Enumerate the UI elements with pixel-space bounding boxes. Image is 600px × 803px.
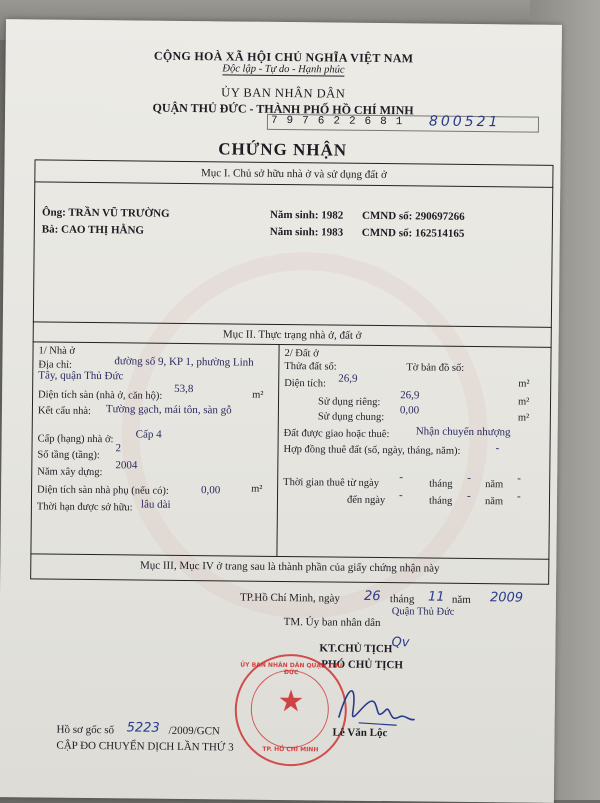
date-year: 2009	[489, 590, 524, 606]
structure-label: Kết cấu nhà:	[37, 405, 92, 417]
seal-text-bottom: TP. HỒ CHÍ MINH	[262, 745, 319, 754]
certificate-title: CHỨNG NHẬN	[218, 139, 348, 160]
lease-to-label: đến ngày	[346, 494, 386, 507]
kt-chairman: KT.CHỦ TỊCH	[319, 642, 393, 656]
republic-title: CỘNG HOÀ XÃ HỘI CHỦ NGHĨA VIỆT NAM	[153, 48, 414, 66]
contract-label: Hợp đồng thuê đất (số, ngày, tháng, năm):	[283, 444, 461, 457]
private-unit: m²	[517, 396, 530, 408]
lease-from-year: -	[517, 472, 521, 485]
area-unit: m²	[518, 378, 530, 390]
house-label: 1/ Nhà ở	[38, 345, 76, 357]
map-label: Tờ bản đồ số:	[406, 362, 465, 374]
date-day: 26	[363, 588, 381, 605]
date-prefix: TP.Hồ Chí Minh, ngày	[239, 591, 340, 605]
section3-note: Mục III, Mục IV ở trang sau là thành phần của giấy chứng nhận này	[139, 559, 440, 575]
lease-to-year: -	[516, 490, 521, 503]
file-suffix: /2009/GCN	[168, 724, 220, 738]
aux-area-unit: m²	[251, 483, 263, 495]
plot-label: Thửa đất số:	[284, 361, 337, 373]
lease-from-label: Thời gian thuê từ ngày	[283, 477, 380, 490]
kt-mark: Qv	[391, 635, 410, 651]
floor-area-unit: m²	[252, 389, 264, 401]
owner1-name: Ông: TRẦN VŨ TRƯỜNG	[41, 206, 170, 220]
land-label: 2/ Đất ở	[284, 348, 319, 360]
owner2-name: Bà: CAO THỊ HẰNG	[41, 223, 145, 237]
allocation-value: Nhận chuyển nhượng	[415, 425, 511, 439]
structure-value: Tường gạch, mái tôn, sàn gỗ	[105, 403, 232, 417]
file-number: 5223	[126, 720, 160, 736]
grade-label: Cấp (hạng) nhà ở:	[37, 433, 114, 446]
authority: TM. Ủy ban nhân dân	[283, 616, 381, 630]
term-label: Thời hạn được sở hữu:	[36, 501, 133, 514]
shared-value: 0,00	[399, 404, 420, 417]
floors-value: 2	[115, 442, 122, 455]
allocation-label: Đất được giao hoặc thuê:	[283, 428, 390, 441]
date-year-label: năm	[451, 593, 471, 606]
file-label: Hồ sơ gốc số	[56, 723, 115, 737]
address-value-2: Tây, quận Thủ Đức	[38, 369, 124, 383]
certificate-paper	[0, 19, 562, 803]
deputy-chairman: PHÓ CHỦ TỊCH	[321, 658, 404, 672]
serial-number: 797622681	[270, 114, 412, 129]
owner2-id: CMND số: 162514165	[361, 226, 465, 240]
owner2-birth: Năm sinh: 1983	[269, 225, 344, 239]
lease-to-month: -	[466, 489, 471, 502]
private-label: Sử dụng riêng:	[317, 396, 381, 409]
grade-value: Cấp 4	[135, 428, 162, 441]
address-value: đường số 9, KP 1, phường Linh	[114, 355, 254, 369]
term-value: lâu dài	[140, 498, 171, 511]
lease-to-day: -	[398, 489, 403, 502]
address-label: Địa chỉ:	[38, 359, 72, 371]
year-value: 2004	[115, 459, 138, 472]
contract-value: -	[495, 442, 500, 455]
private-value: 26,9	[400, 389, 420, 402]
lease-from-year-label: năm	[485, 479, 504, 491]
lease-to-year-label: năm	[484, 496, 504, 508]
lease-from-day: -	[399, 471, 403, 484]
district-handwritten: Quận Thủ Đức	[391, 606, 455, 618]
date-month-label: tháng	[389, 593, 415, 606]
aux-area-label: Diện tích sàn nhà phụ (nếu có):	[37, 484, 169, 497]
section2-heading: Mục II. Thực trạng nhà ở, đất ở	[222, 328, 362, 342]
serial-handwritten: 800521	[428, 113, 501, 131]
star-icon: ★	[277, 684, 305, 719]
lease-from-month-label: tháng	[429, 478, 453, 490]
owner1-id: CMND số: 290697266	[361, 209, 465, 223]
floor-area-label: Diện tích sàn (nhà ở, căn hộ):	[38, 389, 163, 402]
lease-to-month-label: tháng	[428, 495, 453, 507]
floors-label: Số tầng (tầng):	[37, 449, 100, 462]
district-title: QUẬN THỦ ĐỨC - THÀNH PHỐ HỒ CHÍ MINH	[152, 100, 414, 118]
signer-name: Lê Văn Lộc	[332, 726, 388, 740]
shared-label: Sử dụng chung:	[317, 411, 385, 424]
transfer-note: CẬP ĐO CHUYỂN DỊCH LẦN THỨ 3	[56, 739, 234, 754]
section1-heading: Mục I. Chủ sở hữu nhà ở và sử dụng đất ở	[200, 167, 387, 182]
committee-title: ỦY BAN NHÂN DÂN	[221, 85, 346, 101]
seal-text-top: ỦY BAN NHÂN DÂN QUẬN THỦ ĐỨC	[240, 661, 343, 677]
owner1-birth: Năm sinh: 1982	[269, 208, 344, 222]
motto-text: Độc lập - Tự do - Hạnh phúc	[222, 63, 345, 76]
date-month: 11	[427, 589, 445, 605]
area-label: Diện tích:	[284, 378, 326, 390]
lease-from-month: -	[467, 471, 471, 484]
shared-unit: m²	[517, 412, 530, 424]
signature-mark	[329, 673, 420, 734]
year-label: Năm xây dựng:	[37, 466, 103, 479]
area-value: 26,9	[338, 372, 358, 385]
floor-area-value: 53,8	[174, 382, 194, 396]
aux-area-value: 0,00	[201, 484, 221, 497]
